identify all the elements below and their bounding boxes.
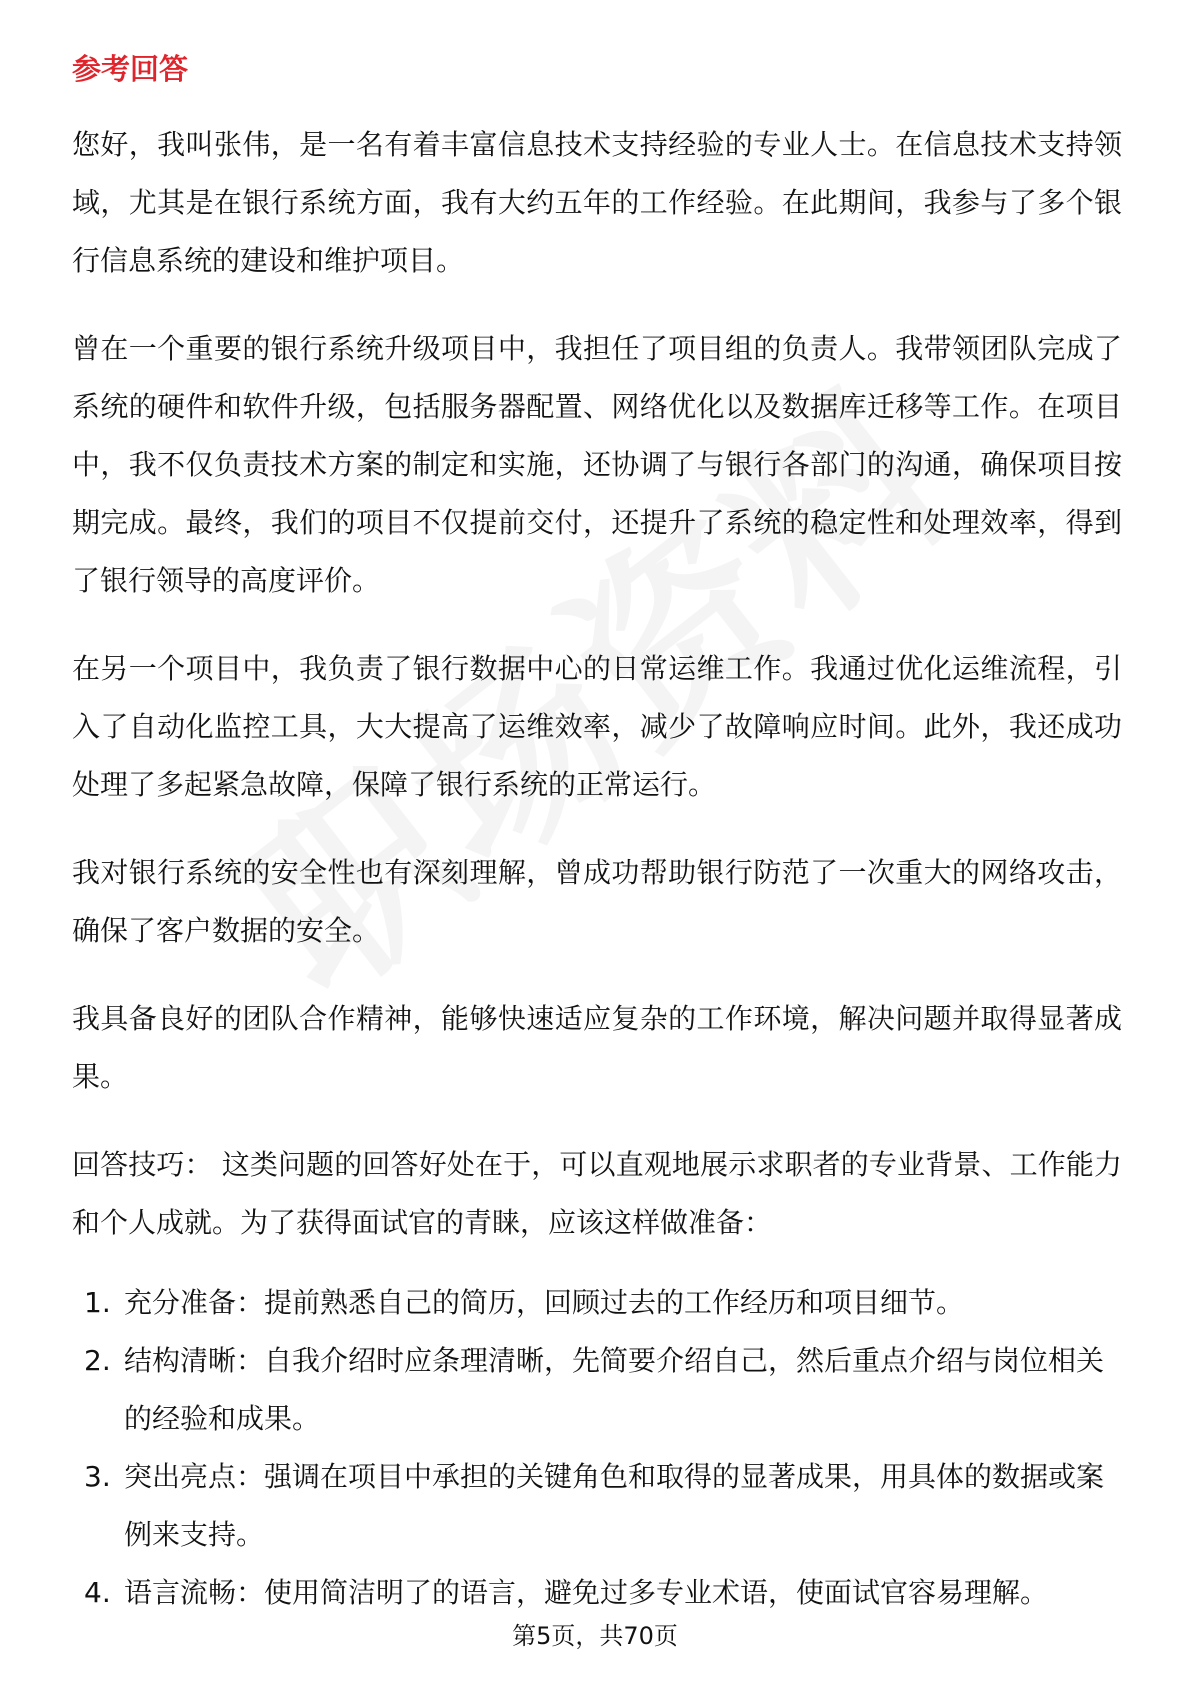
list-item-text: 结构清晰：自我介绍时应条理清晰，先简要介绍自己，然后重点介绍与岗位相关的经验和成果。 [124, 1344, 1105, 1435]
list-item-text: 充分准备：提前熟悉自己的简历，回顾过去的工作经历和项目细节。 [124, 1286, 965, 1319]
answer-paragraph-2: 曾在一个重要的银行系统升级项目中，我担任了项目组的负责人。我带领团队完成了系统的硬件和软件升级，包括服务器配置、网络优化以及数据库迁移等工作。在项目中，我不仅负责技术方案的制定和实施，还协调了与银行各部门的沟通，确保项目按期完成。最终，我们的项目不仅提前交付，还提升了系统的稳定性和处理效率，得到了银行领导的高度评价。 [72, 332, 1122, 597]
list-item-text: 突出亮点：强调在项目中承担的关键角色和取得的显著成果，用具体的数据或案例来支持。 [124, 1460, 1105, 1551]
answer-paragraph-1: 您好，我叫张伟，是一名有着丰富信息技术支持经验的专业人士。在信息技术支持领域，尤其是在银行系统方面，我有大约五年的工作经验。在此期间，我参与了多个银行信息系统的建设和维护项目。 [72, 128, 1122, 277]
list-item [72, 1564, 1122, 1622]
list-item [72, 1332, 1122, 1448]
tips-list [72, 1274, 1122, 1622]
answer-paragraph-3: 在另一个项目中，我负责了银行数据中心的日常运维工作。我通过优化运维流程，引入了自动化监控工具，大大提高了运维效率，减少了故障响应时间。此外，我还成功处理了多起紧急故障，保障了银行系统的正常运行。 [72, 652, 1122, 801]
list-item-number: 2. [84, 1344, 111, 1377]
list-item-number: 1. [84, 1286, 111, 1319]
answer-paragraph-4: 我对银行系统的安全性也有深刻理解，曾成功帮助银行防范了一次重大的网络攻击，确保了客户数据的安全。 [72, 856, 1122, 947]
page-footer: 第5页，共70页 [512, 1622, 678, 1650]
section-heading: 参考回答 [72, 52, 189, 86]
list-item-number: 4. [84, 1576, 111, 1609]
list-item [72, 1448, 1122, 1564]
document-content [72, 48, 1122, 1622]
list-item-text: 语言流畅：使用简洁明了的语言，避免过多专业术语，使面试官容易理解。 [124, 1576, 1049, 1609]
answer-tips: 回答技巧： 这类问题的回答好处在于，可以直观地展示求职者的专业背景、工作能力和个人成就。为了获得面试官的青睐，应该这样做准备： [72, 1148, 1122, 1239]
list-item-number: 3. [84, 1460, 111, 1493]
answer-paragraph-5: 我具备良好的团队合作精神，能够快速适应复杂的工作环境，解决问题并取得显著成果。 [72, 1002, 1122, 1093]
list-item [72, 1274, 1122, 1332]
